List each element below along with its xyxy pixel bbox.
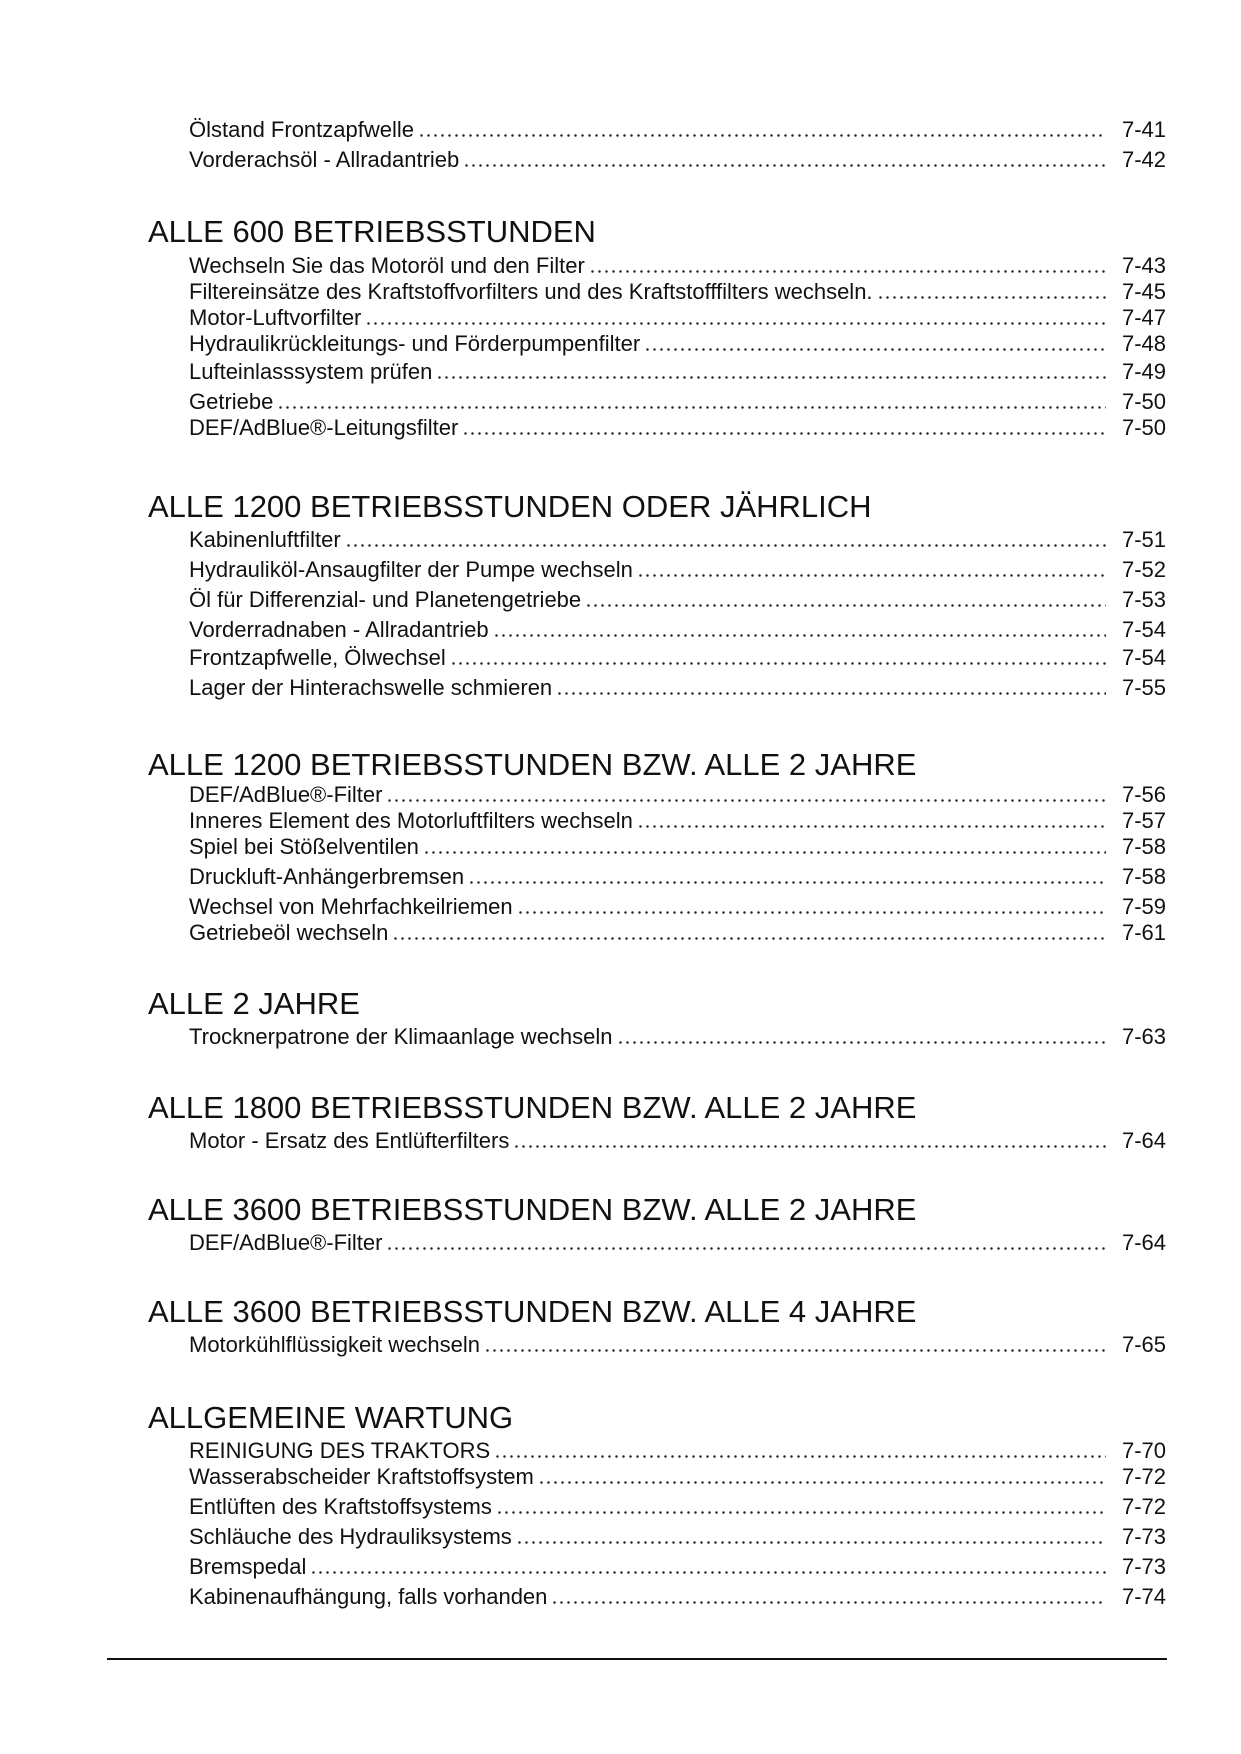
section-heading: ALLE 3600 BETRIEBSSTUNDEN BZW. ALLE 2 JAHRE bbox=[148, 1192, 917, 1227]
toc-entry-label: REINIGUNG DES TRAKTORS bbox=[189, 1438, 491, 1463]
toc-entry-page: 7-53 bbox=[1121, 587, 1166, 612]
dot-leader bbox=[493, 634, 1106, 637]
toc-entry-label: DEF/AdBlue®-Filter bbox=[189, 1230, 383, 1255]
toc-entry-label: Lager der Hinterachswelle schmieren bbox=[189, 675, 553, 700]
dot-leader bbox=[365, 322, 1106, 325]
toc-entry[interactable] bbox=[189, 642, 1166, 670]
toc-entry-label: Filtereinsätze des Kraftstoffvorfilters und des Kraftstofffilters wechseln. bbox=[189, 279, 873, 304]
toc-entry[interactable] bbox=[189, 412, 1166, 440]
toc-entry[interactable] bbox=[189, 805, 1166, 833]
toc-entry-page: 7-47 bbox=[1121, 305, 1166, 330]
toc-entry[interactable] bbox=[189, 356, 1166, 384]
dot-leader bbox=[418, 134, 1106, 137]
dot-leader bbox=[644, 348, 1106, 351]
toc-entry-page: 7-72 bbox=[1121, 1494, 1166, 1519]
toc-entry[interactable] bbox=[189, 328, 1166, 356]
toc-entry-label: DEF/AdBlue®-Filter bbox=[189, 782, 383, 807]
toc-entry-page: 7-45 bbox=[1121, 279, 1166, 304]
toc-entry[interactable] bbox=[189, 779, 1166, 807]
toc-entry-label: Öl für Differenzial- und Planetengetriebe bbox=[189, 587, 582, 612]
toc-entry[interactable] bbox=[189, 672, 1166, 700]
toc-entry[interactable] bbox=[189, 1581, 1166, 1609]
dot-leader bbox=[516, 1541, 1106, 1544]
toc-entry-label: Lufteinlasssystem prüfen bbox=[189, 359, 433, 384]
toc-entry[interactable] bbox=[189, 1329, 1166, 1357]
toc-entry-label: Entlüften des Kraftstoffsystems bbox=[189, 1494, 492, 1519]
toc-entry-label: Vorderradnaben - Allradantrieb bbox=[189, 617, 489, 642]
toc-entry-page: 7-58 bbox=[1121, 834, 1166, 859]
toc-entry-page: 7-41 bbox=[1121, 117, 1166, 142]
toc-entry-page: 7-56 bbox=[1121, 782, 1166, 807]
dot-leader bbox=[386, 799, 1106, 802]
section-heading: ALLE 600 BETRIEBSSTUNDEN bbox=[148, 214, 596, 249]
footer-rule bbox=[107, 1658, 1167, 1660]
dot-leader bbox=[637, 825, 1106, 828]
dot-leader bbox=[538, 1481, 1106, 1484]
toc-entry-label: Getriebe bbox=[189, 389, 274, 414]
toc-entry[interactable] bbox=[189, 250, 1166, 278]
dot-leader bbox=[423, 851, 1106, 854]
dot-leader bbox=[484, 1349, 1106, 1352]
toc-entry-page: 7-61 bbox=[1121, 920, 1166, 945]
section-heading: ALLE 3600 BETRIEBSSTUNDEN BZW. ALLE 4 JAHRE bbox=[148, 1294, 917, 1329]
toc-entry[interactable] bbox=[189, 1125, 1166, 1153]
toc-entry-page: 7-70 bbox=[1121, 1438, 1166, 1463]
toc-entry-label: DEF/AdBlue®-Leitungsfilter bbox=[189, 415, 459, 440]
toc-entry-page: 7-63 bbox=[1121, 1024, 1166, 1049]
toc-entry[interactable] bbox=[189, 831, 1166, 859]
toc-entry[interactable] bbox=[189, 584, 1166, 612]
toc-entry-page: 7-54 bbox=[1121, 617, 1166, 642]
toc-entry-page: 7-57 bbox=[1121, 808, 1166, 833]
toc-entry-label: Kabinenluftfilter bbox=[189, 527, 341, 552]
toc-entry-label: Motorkühlflüssigkeit wechseln bbox=[189, 1332, 481, 1357]
dot-leader bbox=[345, 544, 1106, 547]
dot-leader bbox=[463, 164, 1106, 167]
toc-entry[interactable] bbox=[189, 1461, 1166, 1489]
toc-entry-page: 7-65 bbox=[1121, 1332, 1166, 1357]
toc-entry-page: 7-72 bbox=[1121, 1464, 1166, 1489]
toc-entry[interactable] bbox=[189, 1021, 1166, 1049]
toc-entry-page: 7-73 bbox=[1121, 1554, 1166, 1579]
toc-entry[interactable] bbox=[189, 1435, 1166, 1463]
dot-leader bbox=[556, 692, 1106, 695]
toc-entry-page: 7-64 bbox=[1121, 1230, 1166, 1255]
toc-entry-label: Wasserabscheider Kraftstoffsystem bbox=[189, 1464, 534, 1489]
toc-entry-label: Spiel bei Stößelventilen bbox=[189, 834, 419, 859]
toc-entry-page: 7-73 bbox=[1121, 1524, 1166, 1549]
toc-entry[interactable] bbox=[189, 386, 1166, 414]
toc-entry-label: Druckluft-Anhängerbremsen bbox=[189, 864, 465, 889]
section-heading: ALLE 1200 BETRIEBSSTUNDEN ODER JÄHRLICH bbox=[148, 489, 872, 524]
toc-entry-label: Inneres Element des Motorluftfilters wechseln bbox=[189, 808, 633, 833]
toc-entry[interactable] bbox=[189, 1227, 1166, 1255]
toc-entry-label: Frontzapfwelle, Ölwechsel bbox=[189, 645, 446, 670]
toc-entry-page: 7-59 bbox=[1121, 894, 1166, 919]
dot-leader bbox=[386, 1247, 1106, 1250]
toc-entry-label: Motor-Luftvorfilter bbox=[189, 305, 362, 330]
toc-entry[interactable] bbox=[189, 302, 1166, 330]
toc-entry[interactable] bbox=[189, 524, 1166, 552]
dot-leader bbox=[468, 881, 1106, 884]
toc-entry[interactable] bbox=[189, 144, 1166, 172]
toc-entry[interactable] bbox=[189, 1521, 1166, 1549]
dot-leader bbox=[637, 574, 1106, 577]
toc-entry[interactable] bbox=[189, 861, 1166, 889]
toc-entry[interactable] bbox=[189, 891, 1166, 919]
dot-leader bbox=[513, 1145, 1106, 1148]
toc-entry[interactable] bbox=[189, 614, 1166, 642]
section-heading: ALLGEMEINE WARTUNG bbox=[148, 1400, 514, 1435]
toc-entry-label: Hydraulikrückleitungs- und Förderpumpenfilter bbox=[189, 331, 641, 356]
toc-entry-label: Hydrauliköl-Ansaugfilter der Pumpe wechseln bbox=[189, 557, 633, 582]
toc-entry[interactable] bbox=[189, 554, 1166, 582]
toc-entry-label: Motor - Ersatz des Entlüfterfilters bbox=[189, 1128, 510, 1153]
dot-leader bbox=[877, 296, 1106, 299]
dot-leader bbox=[494, 1455, 1106, 1458]
dot-leader bbox=[517, 911, 1106, 914]
toc-entry[interactable] bbox=[189, 1551, 1166, 1579]
toc-entry-label: Wechsel von Mehrfachkeilriemen bbox=[189, 894, 513, 919]
toc-entry-page: 7-54 bbox=[1121, 645, 1166, 670]
dot-leader bbox=[585, 604, 1106, 607]
toc-entry[interactable] bbox=[189, 114, 1166, 142]
dot-leader bbox=[551, 1601, 1106, 1604]
dot-leader bbox=[392, 937, 1106, 940]
section-heading: ALLE 1200 BETRIEBSSTUNDEN BZW. ALLE 2 JAHRE bbox=[148, 747, 917, 782]
toc-entry-page: 7-55 bbox=[1121, 675, 1166, 700]
toc-entry[interactable] bbox=[189, 1491, 1166, 1519]
dot-leader bbox=[617, 1041, 1106, 1044]
toc-entry[interactable] bbox=[189, 276, 1166, 304]
toc-entry-page: 7-48 bbox=[1121, 331, 1166, 356]
toc-entry-label: Kabinenaufhängung, falls vorhanden bbox=[189, 1584, 548, 1609]
toc-entry-page: 7-51 bbox=[1121, 527, 1166, 552]
toc-entry-label: Trocknerpatrone der Klimaanlage wechseln bbox=[189, 1024, 613, 1049]
toc-entry-label: Wechseln Sie das Motoröl und den Filter bbox=[189, 253, 585, 278]
dot-leader bbox=[310, 1571, 1106, 1574]
toc-entry-page: 7-42 bbox=[1121, 147, 1166, 172]
dot-leader bbox=[450, 662, 1106, 665]
dot-leader bbox=[277, 406, 1106, 409]
toc-entry-page: 7-64 bbox=[1121, 1128, 1166, 1153]
toc-entry-page: 7-50 bbox=[1121, 415, 1166, 440]
dot-leader bbox=[589, 270, 1106, 273]
toc-entry-page: 7-74 bbox=[1121, 1584, 1166, 1609]
toc-entry-label: Bremspedal bbox=[189, 1554, 307, 1579]
toc-entry-label: Schläuche des Hydrauliksystems bbox=[189, 1524, 512, 1549]
section-heading: ALLE 1800 BETRIEBSSTUNDEN BZW. ALLE 2 JAHRE bbox=[148, 1090, 917, 1125]
toc-entry-page: 7-50 bbox=[1121, 389, 1166, 414]
toc-entry-page: 7-49 bbox=[1121, 359, 1166, 384]
toc-entry[interactable] bbox=[189, 917, 1166, 945]
toc-entry-page: 7-58 bbox=[1121, 864, 1166, 889]
section-heading: ALLE 2 JAHRE bbox=[148, 986, 360, 1021]
toc-entry-page: 7-52 bbox=[1121, 557, 1166, 582]
dot-leader bbox=[436, 376, 1106, 379]
toc-entry-label: Vorderachsöl - Allradantrieb bbox=[189, 147, 460, 172]
dot-leader bbox=[496, 1511, 1106, 1514]
toc-entry-label: Getriebeöl wechseln bbox=[189, 920, 389, 945]
toc-entry-page: 7-43 bbox=[1121, 253, 1166, 278]
toc-entry-label: Ölstand Frontzapfwelle bbox=[189, 117, 414, 142]
dot-leader bbox=[462, 432, 1106, 435]
